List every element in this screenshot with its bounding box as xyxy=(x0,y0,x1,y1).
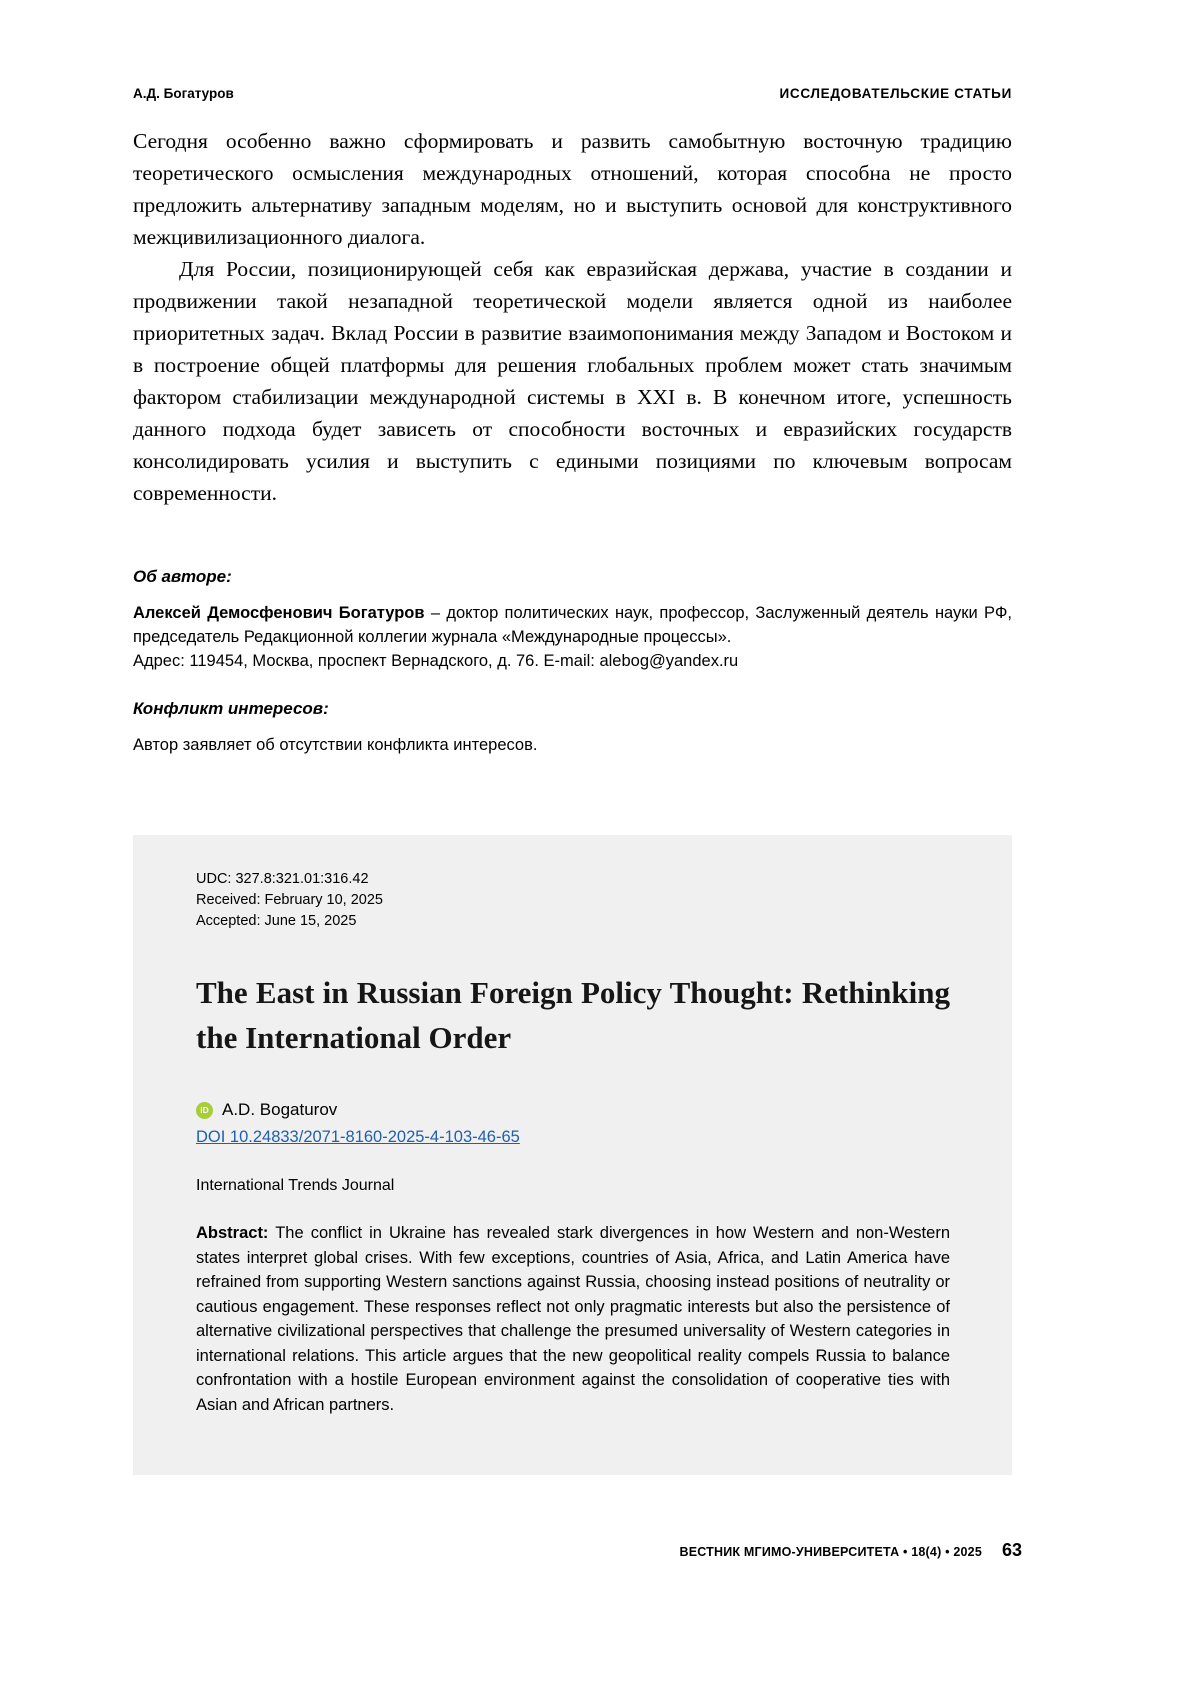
author-row xyxy=(196,1100,950,1120)
about-author-text xyxy=(133,601,1012,649)
author-name: Алексей Демосфенович Богатуров xyxy=(133,604,425,622)
doi-link[interactable]: DOI 10.24833/2071-8160-2025-4-103-46-65 xyxy=(196,1128,520,1146)
abstract-label: Abstract: xyxy=(196,1224,269,1242)
journal-name: International Trends Journal xyxy=(196,1177,395,1194)
conflict-text: Автор заявляет об отсутствии конфликта интересов. xyxy=(133,736,538,754)
about-author-section xyxy=(133,565,1012,673)
page-number: 63 xyxy=(1001,1540,1022,1560)
author-description: – доктор политических наук, профессор, Заслуженный деятель науки РФ, председатель Редакционной коллегии журнала «Международные процессы». xyxy=(133,604,1012,646)
conflict-of-interest-section xyxy=(133,697,1012,757)
orcid-icon[interactable]: iD xyxy=(196,1102,213,1119)
running-head-author: А.Д. Богатуров xyxy=(133,86,234,101)
running-head xyxy=(133,86,1012,101)
article-title-en: The East in Russian Foreign Policy Thought: Rethinking the International Order xyxy=(196,975,950,1055)
footer-journal-info: ВЕСТНИК МГИМО-УНИВЕРСИТЕТА • 18(4) • 2025 xyxy=(679,1545,982,1559)
conflict-heading: Конфликт интересов: xyxy=(133,699,329,718)
article-body xyxy=(133,125,1012,509)
accepted-date: Accepted: June 15, 2025 xyxy=(196,913,357,929)
body-paragraph-1: Сегодня особенно важно сформировать и развить самобытную восточную традицию теоретического осмысления международных отношений, которая способна не просто предложить альтернативу западным моделям, но и выступить основой для конструктивного межцивилизационного диалога. xyxy=(133,129,1012,249)
body-paragraph-2: Для России, позиционирующей себя как евразийская держава, участие в создании и продвижении такой незападной теоретической модели является одной из наиболее приоритетных задач. Вклад России в развитие взаимопонимания между Западом и Востоком и в построение общей платформы для решения глобальных проблем может стать значимым фактором стабилизации международной системы в XXI в. В конечном итоге, успешность данного подхода будет зависеть от способности восточных и евразийских государств консолидировать усилия и выступить с едиными позициями по ключевым вопросам современности. xyxy=(133,257,1012,505)
udc-line: UDC: 327.8:321.01:316.42 xyxy=(196,871,369,887)
author-address: Адрес: 119454, Москва, проспект Вернадского, д. 76. E-mail: alebog@yandex.ru xyxy=(133,652,739,670)
abstract-text: The conflict in Ukraine has revealed stark divergences in how Western and non-Western states interpret global crises. With few exceptions, countries of Asia, Africa, and Latin America have refrained from supporting Western sanctions against Russia, choosing instead positions of neutrality or cautious engagement. These responses reflect not only pragmatic interests but also the persistence of alternative civilizational perspectives that challenge the presumed universality of Western categories in international relations. This article argues that the new geopolitical reality compels Russia to balance confrontation with a hostile European environment against the consolidation of cooperative ties with Asian and African partners. xyxy=(196,1224,950,1414)
article-meta xyxy=(196,869,950,932)
about-author-heading: Об авторе: xyxy=(133,567,232,586)
abstract xyxy=(196,1221,950,1417)
running-head-section: ИССЛЕДОВАТЕЛЬСКИЕ СТАТЬИ xyxy=(779,86,1012,101)
received-date: Received: February 10, 2025 xyxy=(196,892,383,908)
english-metadata-box xyxy=(133,835,1012,1475)
author-name-en: A.D. Bogaturov xyxy=(222,1100,338,1119)
page-footer xyxy=(679,1540,1022,1561)
